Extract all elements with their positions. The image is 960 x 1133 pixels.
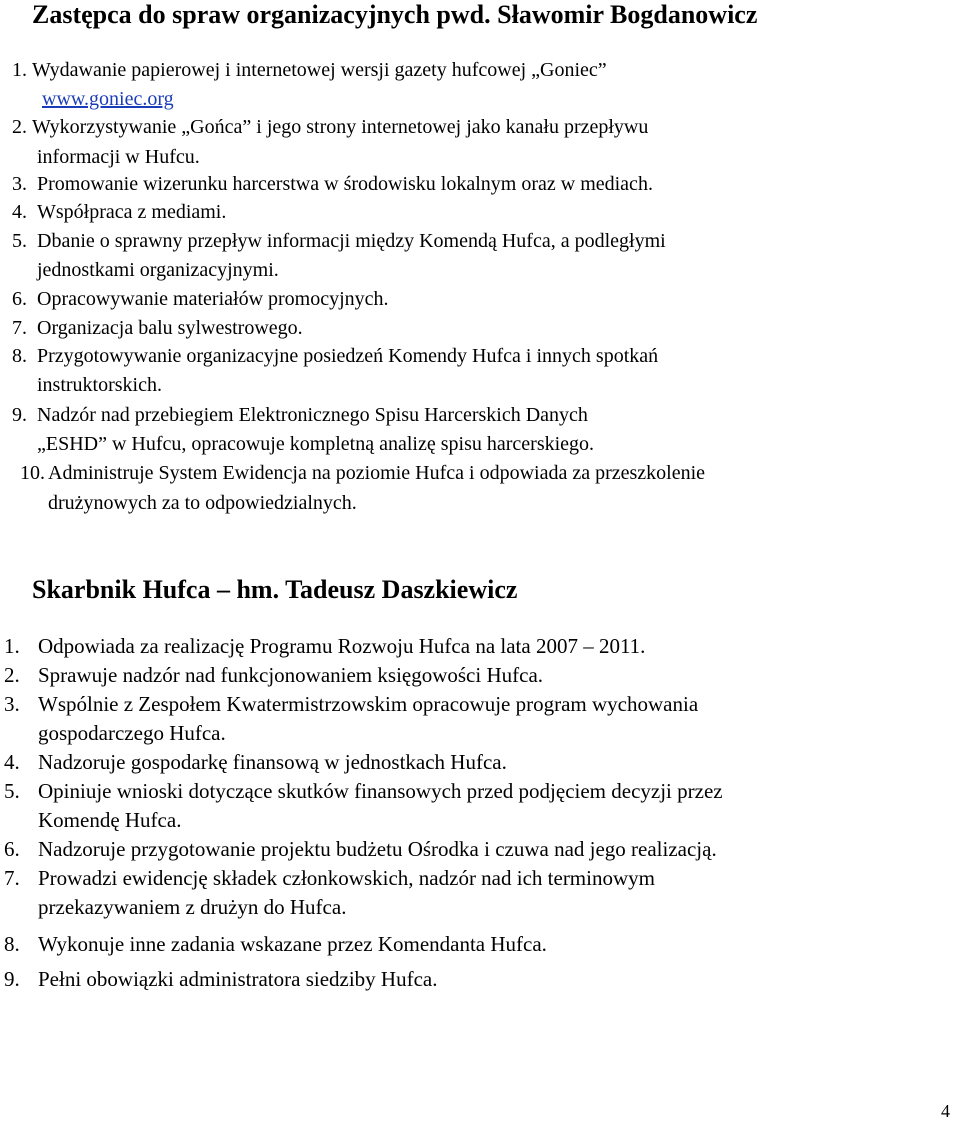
section-heading-treasurer: Skarbnik Hufca – hm. Tadeusz Daszkiewicz xyxy=(32,575,518,604)
item-number: 9. xyxy=(12,404,27,426)
item-text: Sprawuje nadzór nad funkcjonowaniem księgowości Hufca. xyxy=(38,663,544,687)
page-number: 4 xyxy=(941,1101,950,1121)
item-text: Nadzoruje gospodarkę finansową w jednostkach Hufca. xyxy=(38,750,507,774)
item-text: Odpowiada za realizację Programu Rozwoju Hufca na lata 2007 – 2011. xyxy=(38,634,646,658)
item-number: 7. xyxy=(12,317,27,339)
item-text: Współpraca z mediami. xyxy=(37,201,227,223)
item-text: Dbanie o sprawny przepływ informacji między Komendą Hufca, a podległymi xyxy=(37,230,666,252)
item-text: Wydawanie papierowej i internetowej wersji gazety hufcowej „Goniec” xyxy=(32,59,607,81)
item-number: 5. xyxy=(12,230,27,252)
item-number: 8. xyxy=(12,345,27,367)
item-number: 5. xyxy=(4,779,20,803)
item-text: Przygotowywanie organizacyjne posiedzeń Komendy Hufca i innych spotkań xyxy=(37,345,659,367)
item-text: Promowanie wizerunku harcerstwa w środowisku lokalnym oraz w mediach. xyxy=(37,173,653,195)
item-text-continued: jednostkami organizacyjnymi. xyxy=(37,259,279,281)
item-text: Organizacja balu sylwestrowego. xyxy=(37,317,303,339)
item-text: Opiniuje wnioski dotyczące skutków finansowych przed podjęciem decyzji przez xyxy=(38,779,723,803)
item-number: 6. xyxy=(4,837,20,861)
item-number: 1. xyxy=(12,59,27,81)
item-number: 2. xyxy=(4,663,20,687)
item-number: 3. xyxy=(12,173,27,195)
item-number: 3. xyxy=(4,692,20,716)
item-number: 9. xyxy=(4,967,20,991)
item-text: Opracowywanie materiałów promocyjnych. xyxy=(37,288,389,310)
item-text: Nadzoruje przygotowanie projektu budżetu Ośrodka i czuwa nad jego realizacją. xyxy=(38,837,717,861)
section-heading-deputy: Zastępca do spraw organizacyjnych pwd. Sławomir Bogdanowicz xyxy=(32,0,758,29)
item-number: 4. xyxy=(12,201,27,223)
item-text-continued: przekazywaniem z drużyn do Hufca. xyxy=(38,895,347,919)
item-text: Wykorzystywanie „Gońca” i jego strony internetowej jako kanału przepływu xyxy=(32,116,649,138)
item-text: Prowadzi ewidencję składek członkowskich, nadzór nad ich terminowym xyxy=(38,866,655,890)
item-text-continued: gospodarczego Hufca. xyxy=(38,721,226,745)
item-text-continued: instruktorskich. xyxy=(37,374,162,396)
item-text-continued: drużynowych za to odpowiedzialnych. xyxy=(48,492,357,514)
item-text: Pełni obowiązki administratora siedziby Hufca. xyxy=(38,967,438,991)
item-text-continued: „ESHD” w Hufcu, opracowuje kompletną analizę spisu harcerskiego. xyxy=(37,433,595,455)
item-text-continued: Komendę Hufca. xyxy=(38,808,182,832)
item-text: Nadzór nad przebiegiem Elektronicznego Spisu Harcerskich Danych xyxy=(37,404,588,426)
item-number: 10. xyxy=(20,462,45,484)
item-number: 6. xyxy=(12,288,27,310)
item-text-continued: informacji w Hufcu. xyxy=(37,146,200,168)
item-text: Administruje System Ewidencja na poziomie Hufca i odpowiada za przeszkolenie xyxy=(48,462,706,484)
goniec-link[interactable]: www.goniec.org xyxy=(42,88,174,110)
item-text: Wykonuje inne zadania wskazane przez Komendanta Hufca. xyxy=(38,932,547,956)
item-number: 1. xyxy=(4,634,20,658)
item-number: 2. xyxy=(12,116,27,138)
item-number: 4. xyxy=(4,750,20,774)
item-text: Wspólnie z Zespołem Kwatermistrzowskim opracowuje program wychowania xyxy=(38,692,699,716)
item-number: 8. xyxy=(4,932,20,956)
item-number: 7. xyxy=(4,866,20,890)
